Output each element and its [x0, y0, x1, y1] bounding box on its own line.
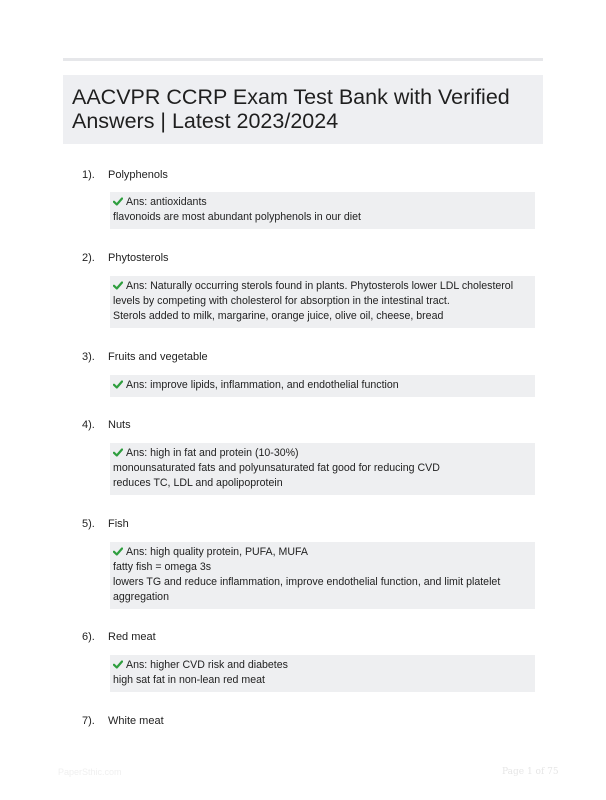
answer-text: Ans: antioxidants	[126, 196, 207, 208]
page-title: AACVPR CCRP Exam Test Bank with Verified Answers | Latest 2023/2024	[72, 85, 510, 133]
answer-box	[110, 375, 535, 397]
answer-line: high sat fat in non-lean red meat	[113, 674, 265, 686]
question-number: 1).	[82, 169, 95, 181]
question-number: 5).	[82, 518, 95, 530]
answer-text: Ans: higher CVD risk and diabetes	[126, 659, 288, 671]
question-text: Nuts	[108, 419, 131, 431]
answer-box	[110, 276, 535, 328]
answer-line: fatty fish = omega 3s	[113, 561, 212, 573]
question-number: 6).	[82, 631, 95, 643]
answer-line: flavonoids are most abundant polyphenols in our diet	[113, 211, 361, 223]
checkmark-icon	[113, 380, 123, 389]
question-number: 7).	[82, 715, 95, 727]
answer-line	[113, 279, 531, 294]
answer-text: Ans: high in fat and protein (10-30%)	[126, 447, 299, 459]
question-text: Polyphenols	[108, 169, 168, 181]
checkmark-icon	[113, 547, 123, 556]
checkmark-icon	[113, 281, 123, 290]
page-number: Page 1 of 75	[502, 767, 559, 777]
checkmark-icon	[113, 197, 123, 206]
answer-box	[110, 192, 535, 229]
question-text: Fruits and vegetable	[108, 351, 208, 363]
checkmark-icon	[113, 448, 123, 457]
question-text: Phytosterols	[108, 252, 169, 264]
answer-line: monounsaturated fats and polyunsaturated fat good for reducing CVD	[113, 462, 440, 474]
checkmark-icon	[113, 660, 123, 669]
question-text: Red meat	[108, 631, 156, 643]
answer-line: reduces TC, LDL and apolipoprotein	[113, 477, 283, 489]
answer-text: Ans: improve lipids, inflammation, and endothelial function	[126, 379, 399, 391]
answer-line	[113, 378, 531, 393]
question-text: Fish	[108, 518, 129, 530]
answer-line: lowers TG and reduce inflammation, improve endothelial function, and limit platelet	[113, 576, 501, 588]
answer-box	[110, 443, 535, 495]
answer-line	[113, 658, 531, 673]
answer-line: aggregation	[113, 591, 169, 603]
question-number: 3).	[82, 351, 95, 363]
answer-text: Ans: Naturally occurring sterols found in plants. Phytosterols lower LDL cholesterol	[126, 280, 514, 292]
question-number: 2).	[82, 252, 95, 264]
answer-text: Ans: high quality protein, PUFA, MUFA	[126, 546, 308, 558]
answer-line: levels by competing with cholesterol for absorption in the intestinal tract.	[113, 295, 450, 307]
answer-line	[113, 545, 531, 560]
question-text: White meat	[108, 715, 164, 727]
answer-line	[113, 195, 531, 210]
question-number: 4).	[82, 419, 95, 431]
answer-line: Sterols added to milk, margarine, orange juice, olive oil, cheese, bread	[113, 310, 444, 322]
answer-line	[113, 446, 531, 461]
answer-box	[110, 655, 535, 692]
answer-box	[110, 542, 535, 609]
footer-watermark: PaperSthic.com	[58, 767, 122, 777]
